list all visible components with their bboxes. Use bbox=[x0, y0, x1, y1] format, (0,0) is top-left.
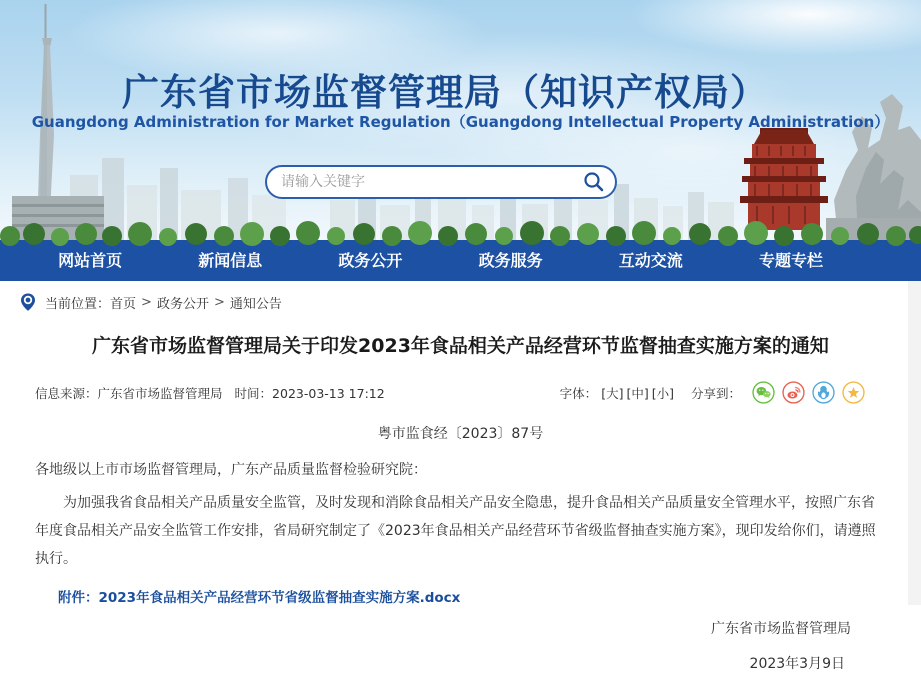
article-paragraph: 各地级以上市市场监督管理局，广东产品质量监督检验研究院： bbox=[35, 462, 427, 478]
signature-agency: 广东省市场监督管理局 bbox=[711, 621, 851, 637]
article-meta-left bbox=[35, 384, 385, 402]
nav-item-gov-services[interactable]: 政务服务 bbox=[478, 251, 543, 270]
attachment-filename: 2023年食品相关产品经营环节省级监督抽查实施方案.docx bbox=[98, 590, 461, 606]
attachment-label: 附件： bbox=[58, 590, 99, 606]
article-title: 广东省市场监督管理局关于印发2023年食品相关产品经营环节监督抽查实施方案的通知 bbox=[92, 335, 829, 357]
site-banner bbox=[0, 0, 921, 240]
site-subtitle: Guangdong Administration for Market Regulation（Guangdong Intellectual Property Administration） bbox=[31, 113, 890, 131]
nav-item-interaction[interactable]: 互动交流 bbox=[618, 251, 683, 270]
nav-item-special-topics[interactable]: 专题专栏 bbox=[758, 251, 823, 270]
site-title: 广东省市场监督管理局（知识产权局） bbox=[122, 71, 768, 114]
page-right-gutter bbox=[908, 281, 921, 605]
document-number: 粤市监食经〔2023〕87号 bbox=[377, 426, 544, 442]
search-icon bbox=[582, 170, 606, 194]
nav-item-open-gov[interactable]: 政务公开 bbox=[338, 251, 403, 270]
search-button[interactable] bbox=[579, 167, 609, 197]
main-nav bbox=[0, 240, 921, 281]
share-qq-button[interactable] bbox=[812, 381, 835, 404]
article-area bbox=[0, 292, 921, 673]
article-meta-row bbox=[0, 381, 921, 404]
article-meta-right bbox=[560, 381, 865, 404]
breadcrumb-prefix: 当前位置： bbox=[45, 296, 111, 312]
source-label: 信息来源： bbox=[35, 385, 98, 401]
weibo-icon bbox=[782, 381, 805, 404]
font-size-small-button[interactable]: [小] bbox=[651, 385, 674, 401]
share-wechat-button[interactable] bbox=[752, 381, 775, 404]
time-label: 时间： bbox=[234, 385, 273, 401]
article-paragraph: 为加强我省食品相关产品质量安全监管，及时发现和消除食品相关产品安全隐患，提升食品相关产品质量安全管理水平，按照广东省年度食品相关产品安全监管工作安排，省局研究制定了《2023年食品相关产品经营环节省级监督抽查实施方案》，现印发给你们，请遵照执行。 bbox=[35, 495, 876, 567]
article-body bbox=[0, 458, 921, 573]
red-pavilion-graphic bbox=[740, 128, 828, 230]
share-favorite-button[interactable] bbox=[842, 381, 865, 404]
breadcrumb-separator: > bbox=[141, 294, 152, 310]
breadcrumb-notices[interactable]: 通知公告 bbox=[229, 296, 282, 312]
nav-item-news[interactable]: 新闻信息 bbox=[198, 251, 263, 270]
location-pin-icon bbox=[18, 292, 38, 312]
wechat-icon bbox=[752, 381, 775, 404]
share-label: 分享到： bbox=[690, 385, 741, 401]
signature-date: 2023年3月9日 bbox=[749, 656, 845, 672]
font-size-medium-button[interactable]: [中] bbox=[626, 385, 649, 401]
breadcrumb bbox=[18, 292, 921, 312]
font-size-large-button[interactable]: [大] bbox=[601, 385, 624, 401]
font-size-label: 字体： bbox=[559, 385, 598, 401]
share-weibo-button[interactable] bbox=[782, 381, 805, 404]
breadcrumb-separator: > bbox=[213, 294, 225, 310]
search-input[interactable] bbox=[281, 174, 579, 190]
attachment-link[interactable] bbox=[58, 586, 460, 606]
time-value: 2023-03-13 17:12 bbox=[272, 385, 385, 401]
breadcrumb-home[interactable]: 首页 bbox=[110, 296, 137, 312]
breadcrumb-open-gov[interactable]: 政务公开 bbox=[156, 296, 209, 312]
nav-item-home[interactable]: 网站首页 bbox=[58, 251, 123, 270]
star-icon bbox=[842, 381, 865, 404]
source-value: 广东省市场监督管理局 bbox=[97, 385, 223, 401]
search-box[interactable] bbox=[265, 165, 617, 199]
qq-icon bbox=[812, 381, 835, 404]
